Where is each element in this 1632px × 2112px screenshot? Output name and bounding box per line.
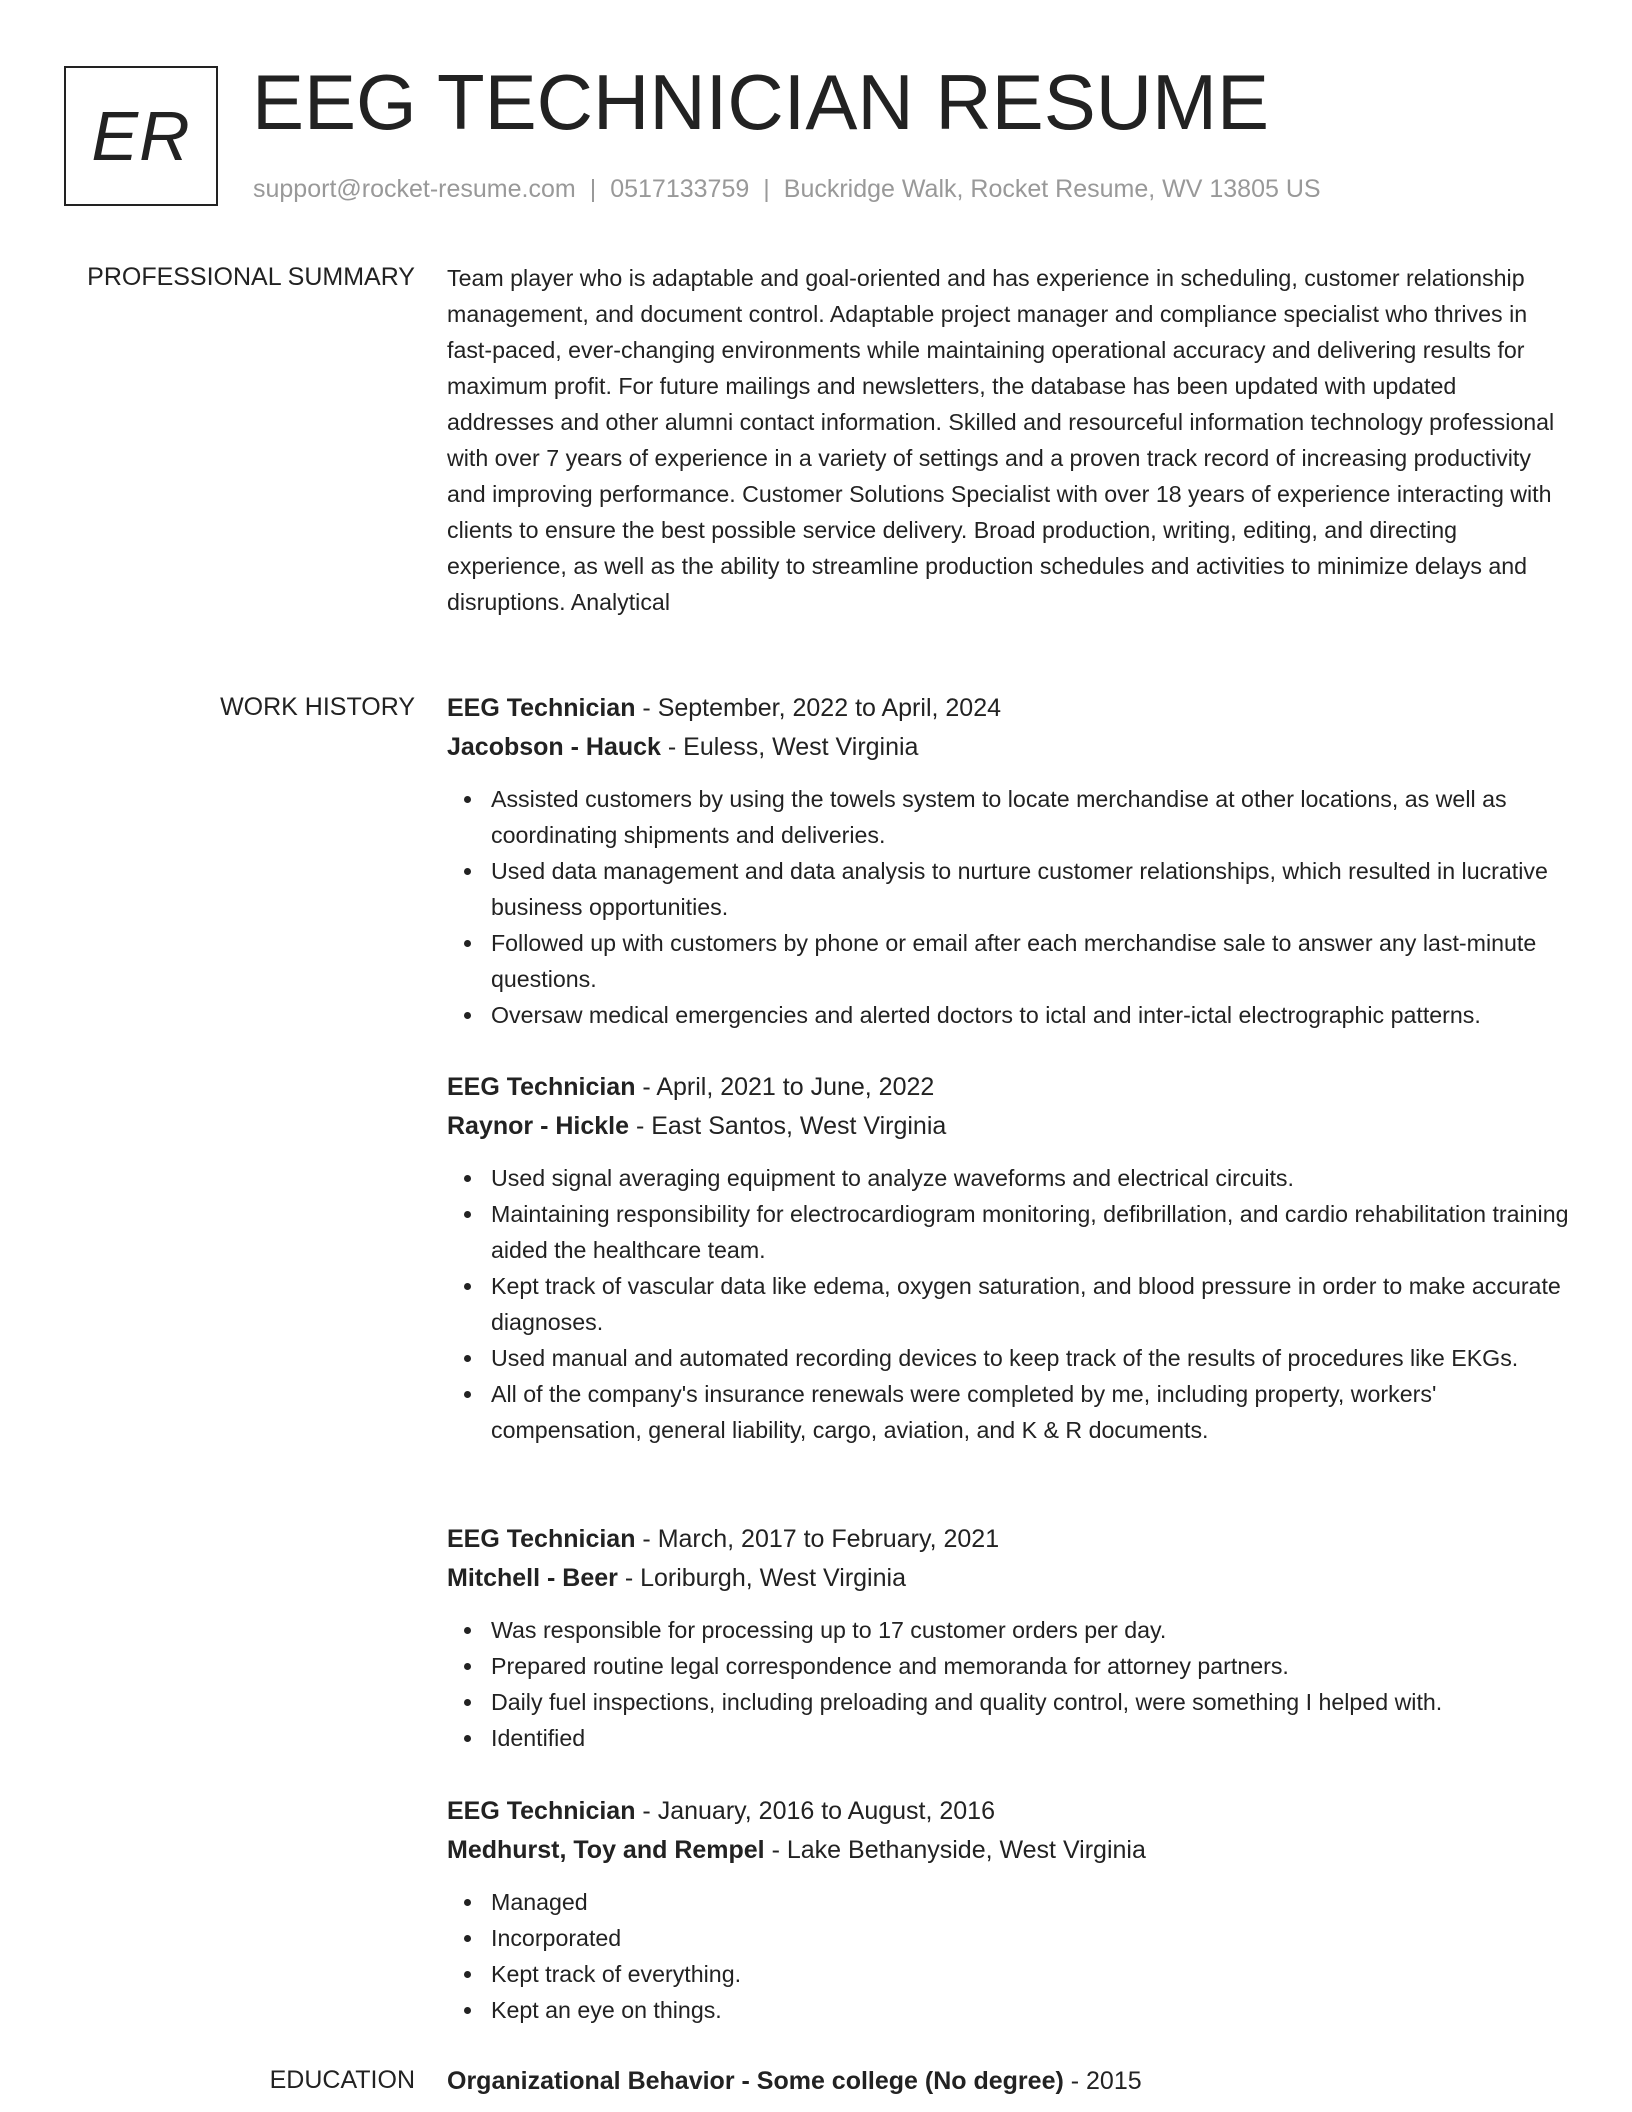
- job-entry: [447, 689, 1569, 1033]
- job-location: - Loriburgh, West Virginia: [617, 1564, 906, 1592]
- monogram-initials: ER: [91, 97, 191, 175]
- job-bullet: Prepared routine legal correspondence and memoranda for attorney partners.: [491, 1648, 1569, 1684]
- job-bullet: Used signal averaging equipment to analyze waveforms and electrical circuits.: [491, 1160, 1569, 1196]
- job-title: EEG Technician: [447, 694, 636, 722]
- job-employer-line: [447, 1831, 1569, 1870]
- job-bullets: [447, 1884, 1569, 2028]
- education-section: [447, 2062, 1569, 2101]
- job-employer: Raynor - Hickle: [447, 1112, 630, 1140]
- contact-separator: |: [589, 175, 597, 203]
- job-employer: Medhurst, Toy and Rempel: [447, 1836, 765, 1864]
- job-bullets: [447, 1160, 1569, 1448]
- job-title-line: [447, 1792, 1569, 1831]
- education-entry: [447, 2062, 1569, 2101]
- job-employer-line: [447, 1559, 1569, 1598]
- job-employer-line: [447, 728, 1569, 767]
- section-label-summary: PROFESSIONAL SUMMARY: [87, 263, 415, 291]
- job-title: EEG Technician: [447, 1525, 636, 1553]
- job-title-line: [447, 1520, 1569, 1559]
- job-bullet: Maintaining responsibility for electrocardiogram monitoring, defibrillation, and cardio rehabilitation training aided the healthcare team.: [491, 1196, 1569, 1268]
- job-entry: [447, 1520, 1569, 1756]
- job-dates: - January, 2016 to August, 2016: [635, 1797, 995, 1825]
- job-bullet: Was responsible for processing up to 17 customer orders per day.: [491, 1612, 1569, 1648]
- resume-title: EEG TECHNICIAN RESUME: [252, 58, 1270, 146]
- job-dates: - April, 2021 to June, 2022: [635, 1073, 935, 1101]
- job-entry: [447, 1792, 1569, 2028]
- job-bullet: Kept track of vascular data like edema, oxygen saturation, and blood pressure in order to make accurate diagnoses.: [491, 1268, 1569, 1340]
- job-entry: [447, 1068, 1569, 1448]
- section-label-education: EDUCATION: [269, 2066, 415, 2094]
- job-bullets: [447, 781, 1569, 1033]
- job-title: EEG Technician: [447, 1797, 636, 1825]
- contact-phone[interactable]: 0517133759: [610, 175, 750, 203]
- contact-email[interactable]: support@rocket-resume.com: [253, 175, 576, 203]
- job-bullet: Kept an eye on things.: [491, 1992, 1569, 2028]
- job-bullet: Followed up with customers by phone or email after each merchandise sale to answer any last-minute questions.: [491, 925, 1569, 997]
- job-employer-line: [447, 1107, 1569, 1146]
- job-bullet: Managed: [491, 1884, 1569, 1920]
- job-employer: Mitchell - Beer: [447, 1564, 618, 1592]
- education-year: - 2015: [1063, 2067, 1142, 2095]
- job-bullet: Used manual and automated recording devices to keep track of the results of procedures like EKGs.: [491, 1340, 1569, 1376]
- job-bullet: Identified: [491, 1720, 1569, 1756]
- job-employer: Jacobson - Hauck: [447, 733, 661, 761]
- job-bullet: Daily fuel inspections, including preloading and quality control, were something I helped with.: [491, 1684, 1569, 1720]
- job-location: - Euless, West Virginia: [660, 733, 919, 761]
- job-bullet: All of the company's insurance renewals were completed by me, including property, workers' compensation, general liability, cargo, aviation, and K & R documents.: [491, 1376, 1569, 1448]
- job-bullet: Incorporated: [491, 1920, 1569, 1956]
- contact-separator: |: [763, 175, 770, 203]
- job-bullet: Oversaw medical emergencies and alerted doctors to ictal and inter-ictal electrographic patterns.: [491, 997, 1569, 1033]
- job-location: - Lake Bethanyside, West Virginia: [764, 1836, 1146, 1864]
- job-title-line: [447, 1068, 1569, 1107]
- job-bullet: Kept track of everything.: [491, 1956, 1569, 1992]
- summary-section: [447, 260, 1569, 620]
- job-bullet: Assisted customers by using the towels system to locate merchandise at other locations, as well as coordinating shipments and deliveries.: [491, 781, 1569, 853]
- education-degree: Organizational Behavior - Some college (No degree): [447, 2067, 1064, 2095]
- job-dates: - March, 2017 to February, 2021: [635, 1525, 1000, 1553]
- job-title-line: [447, 689, 1569, 728]
- job-dates: - September, 2022 to April, 2024: [635, 694, 1001, 722]
- job-bullet: Used data management and data analysis to nurture customer relationships, which resulted in lucrative business opportunities.: [491, 853, 1569, 925]
- job-location: - East Santos, West Virginia: [629, 1112, 947, 1140]
- job-bullets: [447, 1612, 1569, 1756]
- summary-text: Team player who is adaptable and goal-oriented and has experience in scheduling, customer relationship management, and document control. Adaptable project manager and compliance specialist who thrives in fast-paced, ever-changing environments while maintaining operational accuracy and delivering results for maximum profit. For future mailings and newsletters, the database has been updated with updated addresses and other alumni contact information. Skilled and resourceful information technology professional with over 7 years of experience in a variety of settings and a proven track record of increasing productivity and improving performance. Customer Solutions Specialist with over 18 years of experience interacting with clients to ensure the best possible service delivery. Broad production, writing, editing, and directing experience, as well as the ability to streamline production schedules and activities to minimize delays and disruptions. Analytical: [447, 265, 1555, 615]
- job-title: EEG Technician: [447, 1073, 636, 1101]
- section-label-work-history: WORK HISTORY: [220, 693, 415, 721]
- monogram-box: [64, 66, 218, 206]
- contact-line: [253, 172, 1321, 206]
- contact-address: Buckridge Walk, Rocket Resume, WV 13805 US: [783, 175, 1321, 203]
